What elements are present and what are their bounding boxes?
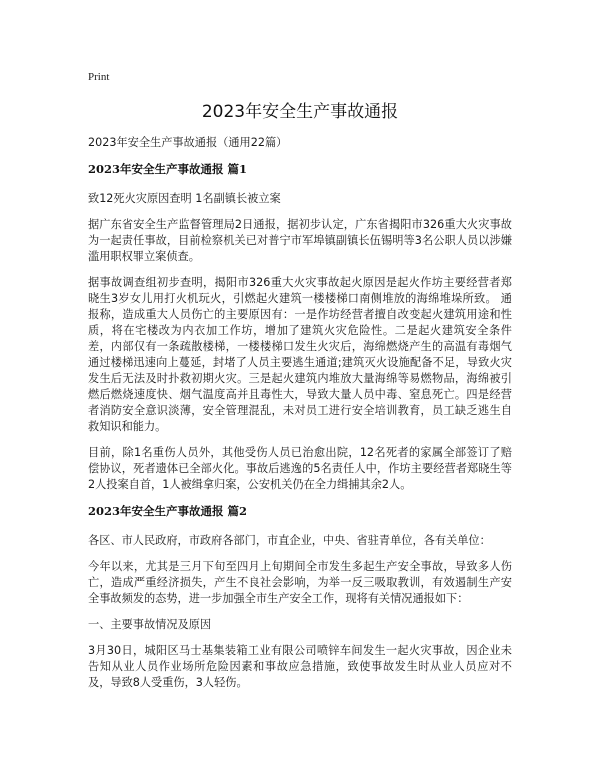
- section-2: [88, 503, 512, 691]
- paragraph: 今年以来，尤其是三月下旬至四月上旬期间全市发生多起生产安全事故，导致多人伤亡，造成严重经济损失，产生不良社会影响，为举一反三吸取教训，有效遏制生产安全事故频发的态势，进一步加强全市生产安全工作，现将有关情况通报如下：: [88, 560, 512, 605]
- document-title: 2023年安全生产事故通报: [201, 102, 399, 122]
- paragraph: 一、主要事故情况及原因: [88, 618, 212, 631]
- section-heading: 2023年安全生产事故通报 篇1: [88, 162, 248, 176]
- paragraph: 各区、市人民政府，市政府各部门，市直企业，中央、省驻青单位，各有关单位：: [88, 534, 491, 547]
- paragraph: 目前，除1名重伤人员外，其他受伤人员已治愈出院，12名死者的家属全部签订了赔偿协议，死者遗体已全部火化。事故后逃逸的5名责任人中，作坊主要经营者郑晓生等2人投案自首，1人被缉拿归案，公安机关仍在全力缉捕其余2人。: [88, 446, 512, 491]
- paragraph: 据事故调查组初步查明，揭阳市326重大火灾事故起火原因是起火作坊主要经营者郑晓生3岁女儿用打火机玩火，引燃起火建筑一楼楼梯口南侧堆放的海绵堆垛所致。 通报称，造成重大人员伤亡的主要原因有：一是作坊经营者擅自改变起火建筑用途和性质，将在宅楼改为内衣加工作坊，增加了建筑火灾危险性。二是起火建筑安全条件差，内部仅有一条疏散楼梯，一楼楼梯口发生火灾后，海绵燃烧产生的高温有毒烟气通过楼梯迅速向上蔓延，封堵了人员主要逃生通道;建筑灭火设施配备不足，导致火灾发生后无法及时扑救初期火灾。三是起火建筑内堆放大量海绵等易燃物品，海绵被引燃后燃烧速度快、烟气温度高并且毒性大，导致大量人员中毒、窒息死亡。四是经营者消防安全意识淡薄，安全管理混乱，未对员工进行安全培训教育，员工缺乏逃生自救知识和能力。: [88, 276, 512, 433]
- print-link[interactable]: Print: [88, 71, 110, 83]
- section-1: [88, 161, 512, 493]
- paragraph: 致12死火灾原因查明 1名副镇长被立案: [88, 192, 281, 205]
- document-subtitle: 2023年安全生产事故通报（通用22篇）: [88, 136, 288, 149]
- paragraph: 据广东省安全生产监督管理局2日通报，据初步认定，广东省揭阳市326重大火灾事故为一起责任事故，目前检察机关已对普宁市军埠镇副镇长伍锡明等3名公职人员以涉嫌滥用职权罪立案侦查。: [88, 218, 512, 263]
- section-heading: 2023年安全生产事故通报 篇2: [88, 504, 248, 518]
- paragraph: 3月30日，城阳区马士基集装箱工业有限公司喷锌车间发生一起火灾事故，因企业未告知从业人员作业场所危险因素和事故应急措施，致使事故发生时从业人员应对不及，导致8人受重伤，3人轻伤。: [88, 644, 512, 689]
